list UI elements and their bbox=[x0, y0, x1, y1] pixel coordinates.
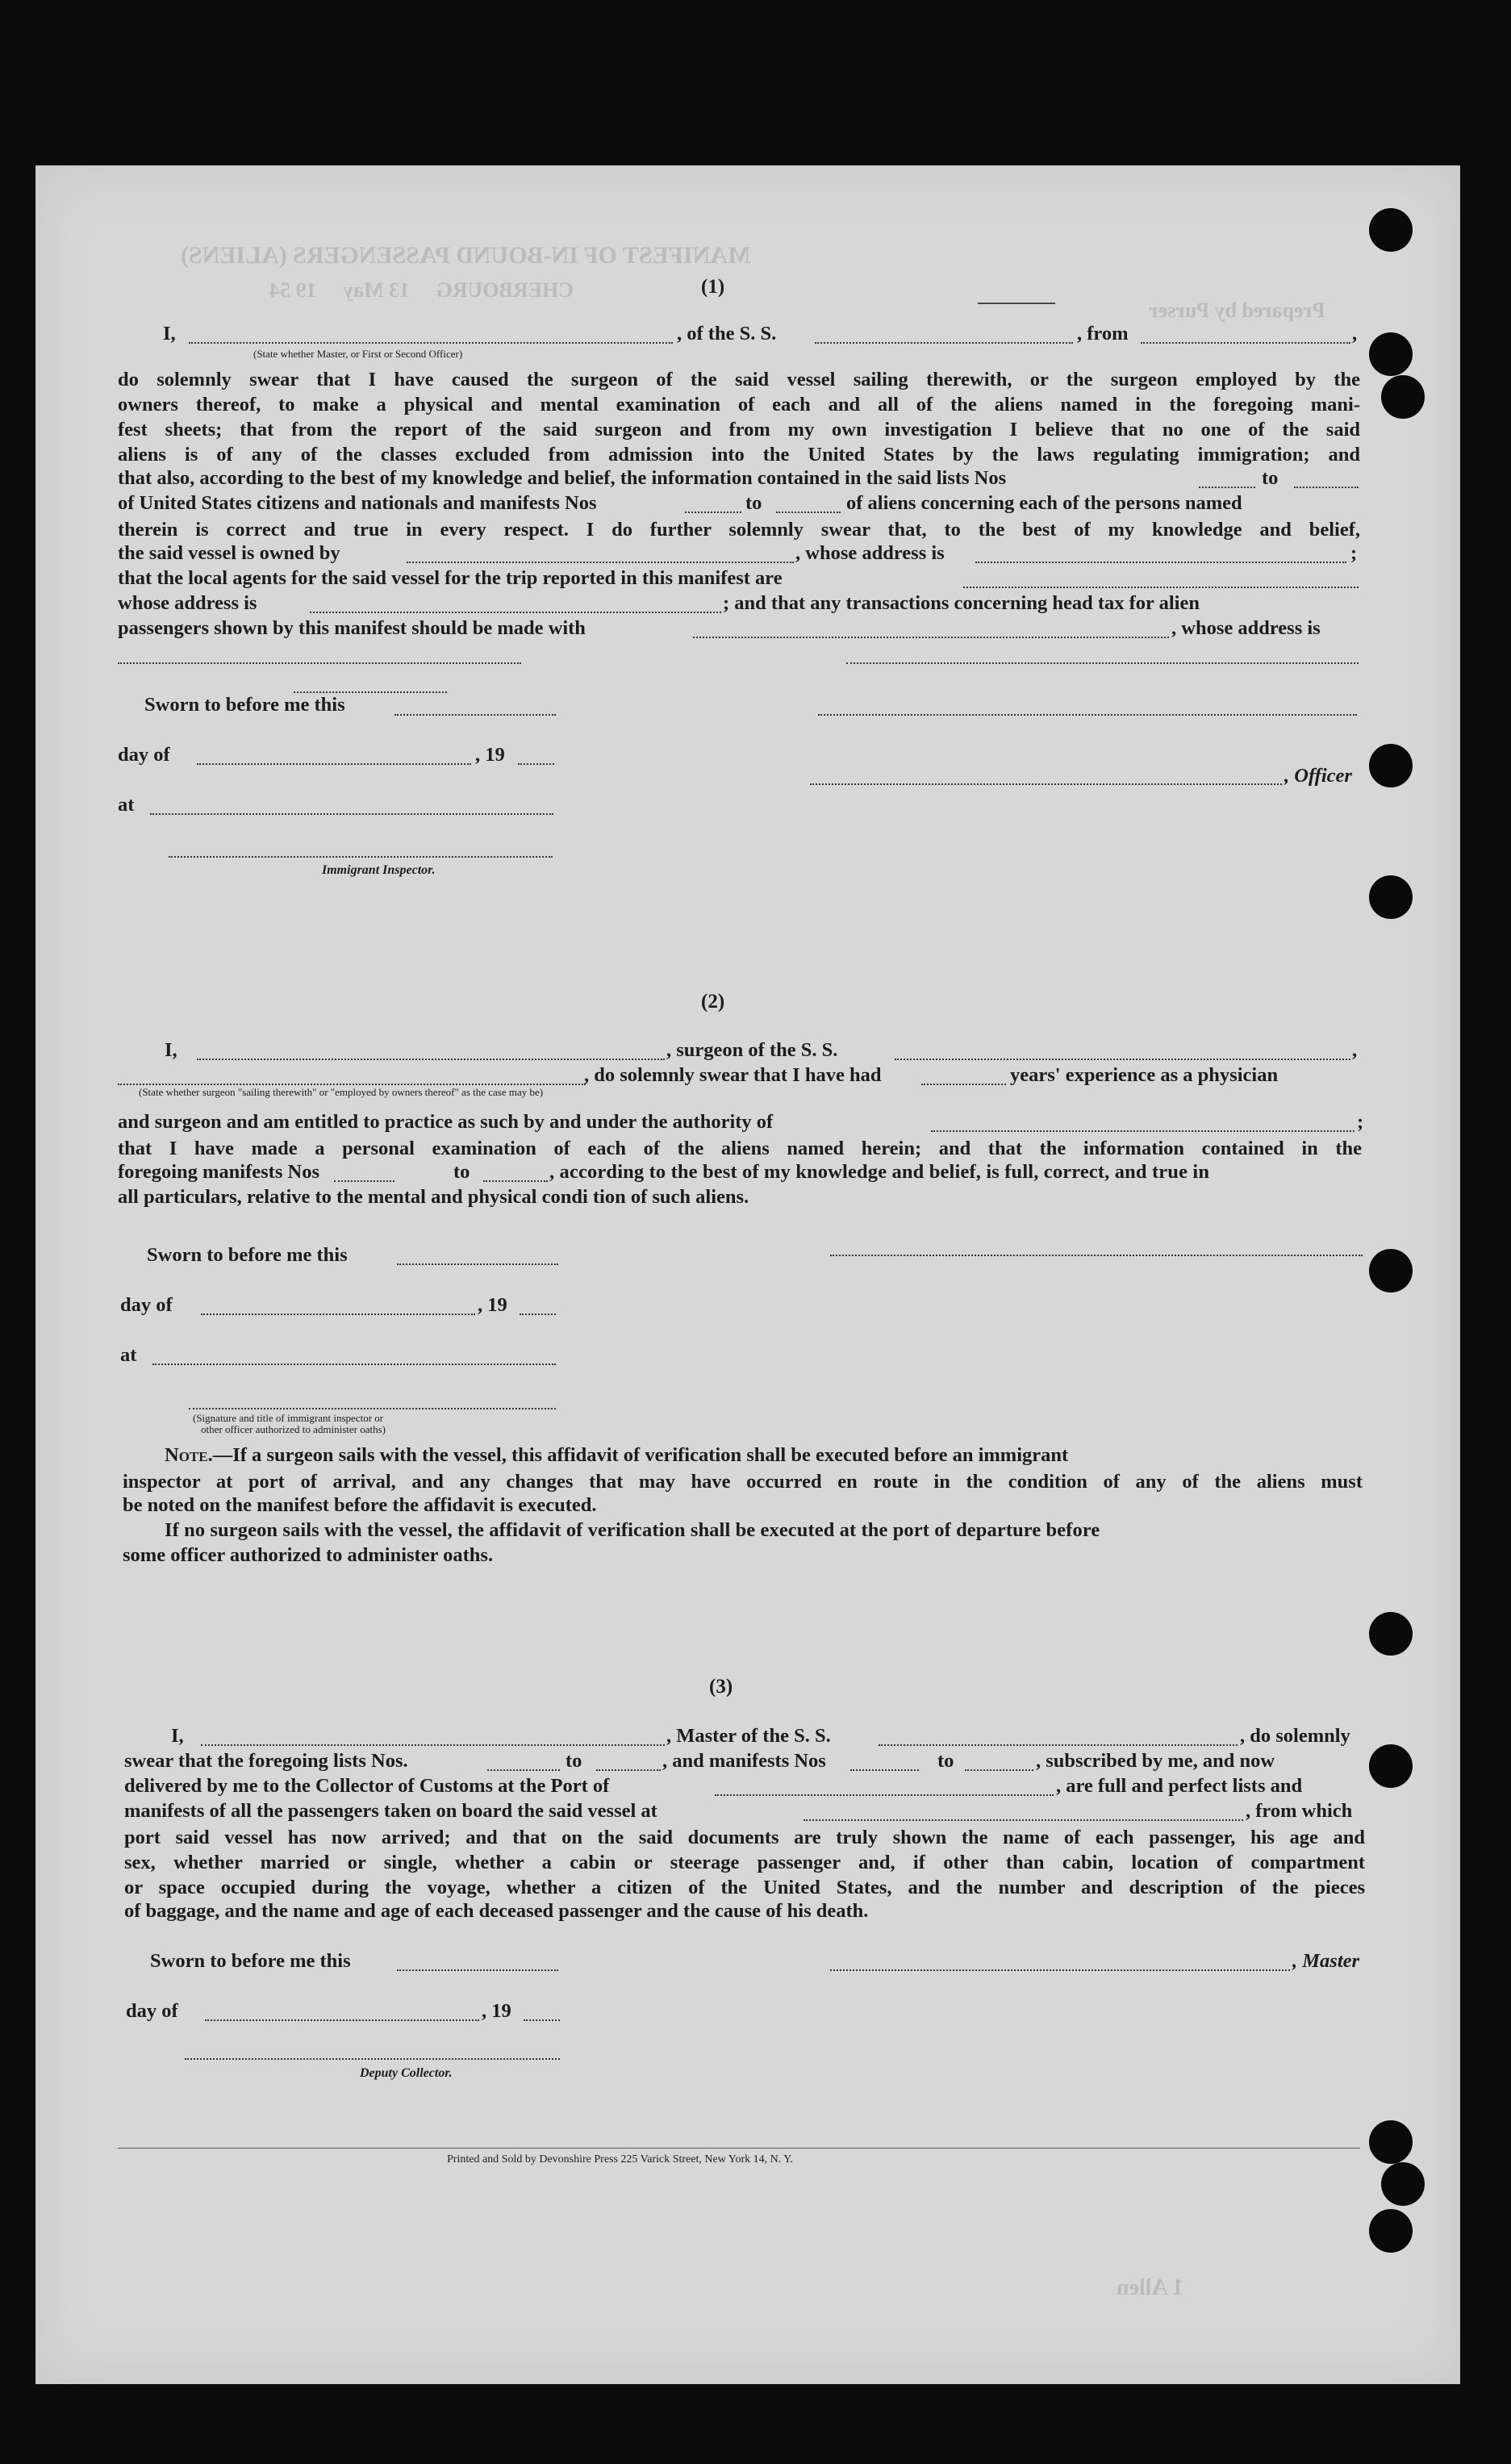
day-of-label: day of bbox=[120, 1294, 173, 1316]
officer-name-field[interactable] bbox=[189, 342, 673, 344]
full-lists-label: , are full and perfect lists and bbox=[1056, 1775, 1303, 1797]
authorized-signature-field[interactable] bbox=[189, 1408, 556, 1409]
sworn-date-field[interactable] bbox=[397, 1263, 558, 1265]
port-of-departure-field[interactable] bbox=[804, 1819, 1243, 1821]
bleed-through-text: 1 Allen bbox=[1117, 2275, 1184, 2300]
owner-address-label: , whose address is bbox=[795, 542, 945, 564]
binder-hole bbox=[1369, 875, 1413, 919]
day-of-label: day of bbox=[126, 2000, 178, 2022]
section-3-line-4: manifests of all the passengers taken on board the said vessel at bbox=[124, 1800, 657, 1822]
year-field[interactable] bbox=[520, 1313, 556, 1315]
comma: , bbox=[1352, 1039, 1358, 1061]
affidavit-line: owners thereof, to make a physical and mental examination of each and all of the aliens named in the foregoing mani- bbox=[118, 394, 1360, 416]
at-label: at bbox=[118, 794, 135, 816]
signature-note-2: other officer authorized to administer oaths) bbox=[201, 1423, 386, 1435]
solemnly-label: , do solemnly bbox=[1240, 1725, 1350, 1747]
note-line-3: be noted on the manifest before the affidavit is executed. bbox=[123, 1494, 597, 1516]
port-of-arrival-field[interactable] bbox=[715, 1794, 1054, 1796]
agents-field[interactable] bbox=[963, 587, 1359, 588]
sworn-label: Sworn to before me this bbox=[147, 1244, 348, 1266]
affidavit-line: aliens is of any of the classes excluded from admission into the United States by the laws regulating immigration; and bbox=[118, 444, 1360, 466]
sworn-label: Sworn to before me this bbox=[144, 694, 345, 716]
vessel-name-field[interactable] bbox=[815, 342, 1073, 344]
affidavit-line: that the local agents for the said vessel for the trip reported in this manifest are bbox=[118, 567, 783, 589]
master-vessel-field[interactable] bbox=[879, 1744, 1238, 1746]
vessel-label: , of the S. S. bbox=[677, 323, 777, 345]
from-label: , from bbox=[1077, 323, 1129, 345]
binder-hole bbox=[1369, 1612, 1413, 1656]
bleed-through-text: Prepared by Purser bbox=[1149, 299, 1325, 322]
binder-hole bbox=[1369, 332, 1413, 376]
section-3-line-5: port said vessel has now arrived; and that on the said documents are truly shown the name of each passenger, his age and bbox=[124, 1827, 1365, 1848]
section-3-line-6: sex, whether married or single, whether a cabin or steerage passenger and, if other than cabin, location of compartment bbox=[124, 1852, 1365, 1873]
day-of-field[interactable] bbox=[197, 763, 471, 765]
binder-hole bbox=[1369, 744, 1413, 787]
collector-signature-field[interactable] bbox=[185, 2058, 560, 2060]
signature-note-1: (Signature and title of immigrant inspector or bbox=[193, 1412, 384, 1424]
affidavit-line: do solemnly swear that I have caused the surgeon of the said vessel sailing therewith, or the surgeon employed by the bbox=[118, 369, 1360, 390]
surgeon-name-field[interactable] bbox=[197, 1059, 665, 1060]
lists-from-field[interactable] bbox=[1199, 487, 1255, 488]
authority-field[interactable] bbox=[931, 1130, 1354, 1132]
from-which-label: , from which bbox=[1246, 1800, 1353, 1822]
surgeon-manifest-to-field[interactable] bbox=[483, 1180, 548, 1182]
inspector-signature-field[interactable] bbox=[169, 856, 553, 858]
affidavit-line: fest sheets; that from the report of the said surgeon and from my own investigation I believe that no one of the said bbox=[118, 419, 1360, 441]
section-3-number: (3) bbox=[709, 1676, 733, 1698]
master-signature-field[interactable] bbox=[830, 1969, 1290, 1971]
at-label: at bbox=[120, 1344, 137, 1366]
aliens-text: of aliens concerning each of the persons named bbox=[846, 492, 1242, 514]
section-2-line-3: and surgeon and am entitled to practice as such by and under the authority of bbox=[118, 1111, 774, 1133]
affidavit-line: the said vessel is owned by bbox=[118, 542, 340, 564]
binder-hole bbox=[1381, 2162, 1425, 2206]
at-field[interactable] bbox=[150, 813, 553, 815]
years-experience-label: years' experience as a physician bbox=[1010, 1064, 1279, 1086]
inspector-label: Immigrant Inspector. bbox=[322, 863, 436, 877]
manifests-nos-label: , and manifests Nos bbox=[662, 1750, 826, 1772]
section-3-line-8: of baggage, and the name and age of each deceased passenger and the cause of his death. bbox=[124, 1900, 869, 1922]
section-2-line-5-end: , according to the best of my knowledge and belief, is full, correct, and true in bbox=[549, 1161, 1210, 1183]
sworn-label: Sworn to before me this bbox=[150, 1950, 351, 1972]
binder-hole bbox=[1381, 375, 1425, 419]
master-name-field[interactable] bbox=[201, 1744, 665, 1746]
to-label: to bbox=[937, 1750, 954, 1772]
sworn-date-field[interactable] bbox=[397, 1969, 558, 1971]
semicolon: ; bbox=[1357, 1111, 1364, 1133]
affidavit-line: that also, according to the best of my knowledge and belief, the information contained in the said lists Nos bbox=[118, 467, 1007, 489]
year-label: , 19 bbox=[475, 744, 505, 766]
owner-field[interactable] bbox=[407, 562, 794, 563]
form-page bbox=[35, 165, 1460, 2384]
section-3-line-7: or space occupied during the voyage, whether a citizen of the United States, and the number and description of the pieces bbox=[124, 1877, 1365, 1898]
section-2-number: (2) bbox=[701, 991, 725, 1013]
binder-hole bbox=[1369, 1249, 1413, 1293]
subscribed-label: , subscribed by me, and now bbox=[1036, 1750, 1275, 1772]
agents-address-field[interactable] bbox=[310, 612, 721, 613]
manifests-from-field[interactable] bbox=[685, 512, 741, 513]
year-label: , 19 bbox=[482, 2000, 511, 2022]
at-field[interactable] bbox=[152, 1364, 556, 1365]
lists-nos-to-field[interactable] bbox=[596, 1769, 661, 1771]
binder-hole bbox=[1369, 2120, 1413, 2164]
to-label: to bbox=[566, 1750, 582, 1772]
lists-nos-from-field[interactable] bbox=[487, 1769, 560, 1771]
sworn-date-field[interactable] bbox=[394, 714, 556, 716]
day-of-field[interactable] bbox=[201, 1313, 475, 1315]
note-line-1: Note.—If a surgeon sails with the vessel, this affidavit of verification shall be executed before an immigrant bbox=[165, 1444, 1069, 1466]
master-vessel-label: , Master of the S. S. bbox=[666, 1725, 831, 1747]
head-tax-text: ; and that any transactions concerning head tax for alien bbox=[723, 592, 1200, 614]
semicolon: ; bbox=[1350, 542, 1358, 564]
manifests-nos-to-field[interactable] bbox=[965, 1769, 1033, 1771]
section-1-line-1: I, bbox=[163, 323, 176, 345]
affidavit-line: passengers shown by this manifest should be made with bbox=[118, 617, 586, 639]
affidavit-line: whose address is bbox=[118, 592, 257, 614]
section-1-number: (1) bbox=[701, 276, 725, 298]
year-label: , 19 bbox=[478, 1294, 507, 1316]
surgeon-vessel-label: , surgeon of the S. S. bbox=[666, 1039, 838, 1061]
address-label: , whose address is bbox=[1171, 617, 1321, 639]
comma: , bbox=[1352, 323, 1358, 345]
section-3-line-3: delivered by me to the Collector of Customs at the Port of bbox=[124, 1775, 610, 1797]
surgeon-status-note: (State whether surgeon "sailing therewith" or "employed by owners thereof" as the case may be) bbox=[139, 1086, 544, 1098]
stamp-line bbox=[978, 303, 1055, 304]
owner-address-field[interactable] bbox=[975, 562, 1346, 563]
address-continuation-field[interactable] bbox=[846, 662, 1359, 664]
section-3-line-1: I, bbox=[171, 1725, 184, 1747]
binder-hole bbox=[1369, 1744, 1413, 1788]
officer-rank-note: (State whether Master, or First or Second Officer) bbox=[253, 348, 463, 360]
note-line-5: some officer authorized to administer oaths. bbox=[123, 1544, 494, 1566]
to-label: to bbox=[453, 1161, 470, 1183]
collector-label: Deputy Collector. bbox=[360, 2066, 453, 2080]
manifests-to-field[interactable] bbox=[776, 512, 841, 513]
master-label: , Master bbox=[1292, 1950, 1360, 1972]
section-2-line-2: , do solemnly swear that I have had bbox=[584, 1064, 882, 1086]
binder-hole bbox=[1369, 2209, 1413, 2253]
lists-to-field[interactable] bbox=[1294, 487, 1359, 488]
affidavit-line: therein is correct and true in every respect. I do further solemnly swear that, to the best of my knowledge and belief, bbox=[118, 519, 1360, 541]
bleed-through-text: MANIFEST OF IN-BOUND PASSENGERS (ALIENS) bbox=[181, 242, 751, 269]
surgeon-signature-line[interactable] bbox=[830, 1255, 1363, 1256]
day-of-field[interactable] bbox=[205, 2019, 479, 2021]
section-3-line-2: swear that the foregoing lists Nos. bbox=[124, 1750, 408, 1772]
officer-signature-top bbox=[818, 714, 1357, 716]
bleed-through-text: CHERBOURG 13 May 19 54 bbox=[269, 278, 574, 302]
year-field[interactable] bbox=[524, 2019, 560, 2021]
from-port-field[interactable] bbox=[1141, 342, 1350, 344]
head-tax-agent-field[interactable] bbox=[693, 637, 1169, 638]
officer-signature-field[interactable] bbox=[810, 783, 1282, 785]
section-2-line-5: foregoing manifests Nos bbox=[118, 1161, 319, 1183]
year-field[interactable] bbox=[518, 763, 554, 765]
officer-label: , Officer bbox=[1284, 765, 1352, 787]
sworn-extra-dots bbox=[294, 691, 447, 693]
binder-hole bbox=[1369, 208, 1413, 252]
surgeon-status-field[interactable] bbox=[118, 1084, 586, 1085]
to-label: to bbox=[1262, 467, 1279, 489]
section-2-line-1: I, bbox=[165, 1039, 177, 1061]
affidavit-line: of United States citizens and nationals and manifests Nos bbox=[118, 492, 597, 514]
section-2-line-6: all particulars, relative to the mental and physical condi tion of such aliens. bbox=[118, 1186, 749, 1208]
note-label: Note. bbox=[165, 1444, 213, 1466]
footer-rule bbox=[118, 2148, 1360, 2149]
manifests-nos-from-field[interactable] bbox=[850, 1769, 919, 1771]
to-label: to bbox=[745, 492, 762, 514]
years-experience-field[interactable] bbox=[921, 1084, 1006, 1085]
section-2-line-4: that I have made a personal examination of each of the aliens named herein; and that the information contained in the bbox=[118, 1138, 1362, 1159]
note-line-2: inspector at port of arrival, and any changes that may have occurred en route in the condition of any of the aliens must bbox=[123, 1471, 1363, 1493]
note-line-4: If no surgeon sails with the vessel, the affidavit of verification shall be executed at the port of departure before bbox=[165, 1519, 1100, 1541]
address-continuation-field[interactable] bbox=[118, 662, 521, 664]
day-of-label: day of bbox=[118, 744, 170, 766]
printer-imprint: Printed and Sold by Devonshire Press 225 Varick Street, New York 14, N. Y. bbox=[447, 2153, 794, 2165]
surgeon-manifest-from-field[interactable] bbox=[334, 1180, 394, 1182]
surgeon-vessel-field[interactable] bbox=[895, 1059, 1350, 1060]
